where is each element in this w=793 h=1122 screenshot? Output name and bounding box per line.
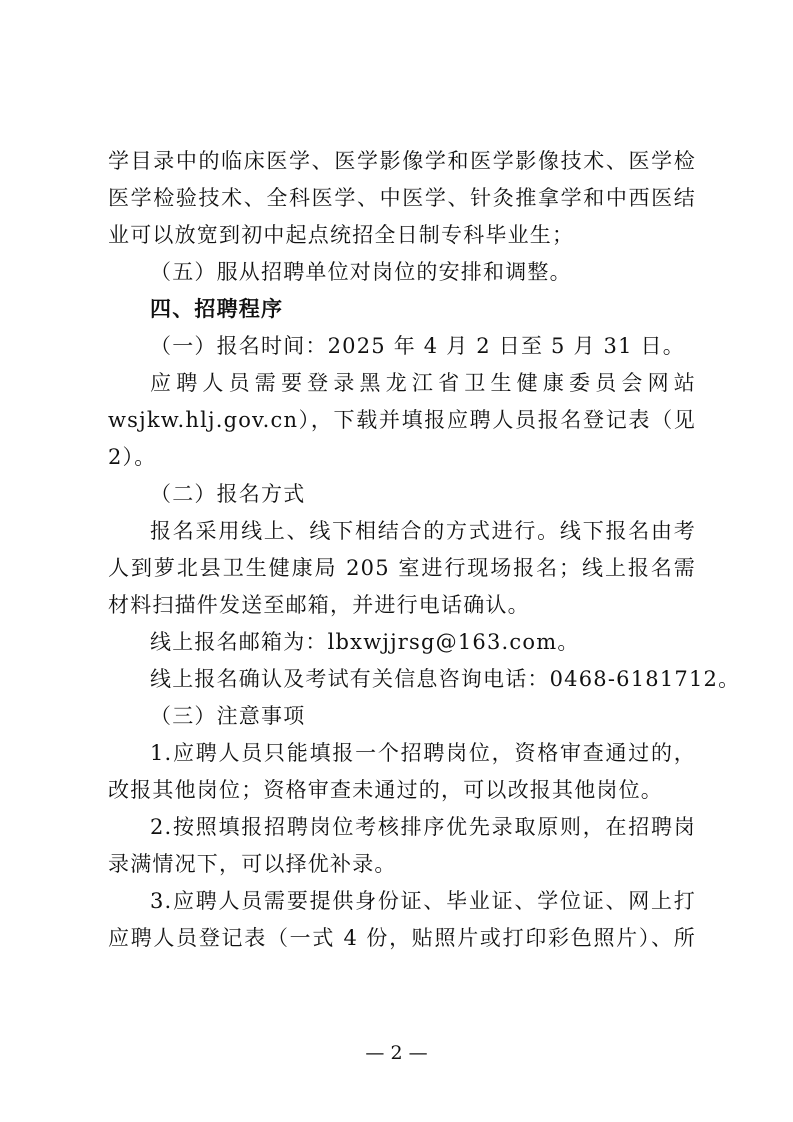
text-line: 人到萝北县卫生健康局 205 室进行现场报名；线上报名需 <box>108 556 696 580</box>
email-line: 线上报名邮箱为：lbxwjjrsg@163.com。 <box>150 630 580 654</box>
text-line: 医学检验技术、全科医学、中医学、针灸推拿学和中西医结 <box>108 186 696 210</box>
text-line: 学目录中的临床医学、医学影像学和医学影像技术、医学检 <box>108 149 696 173</box>
phone-line: 线上报名确认及考试有关信息咨询电话：0468-6181712。 <box>150 667 741 691</box>
text-line: 3.应聘人员需要提供身份证、毕业证、学位证、网上打 <box>150 889 696 913</box>
text-line: 1.应聘人员只能填报一个招聘岗位，资格审查通过的， <box>150 741 696 765</box>
text-line: 改报其他岗位；资格审查未通过的，可以改报其他岗位。 <box>108 778 663 802</box>
text-line: 2.按照填报招聘岗位考核排序优先录取原则，在招聘岗 <box>150 815 696 839</box>
text-line: 2）。 <box>108 445 157 469</box>
subsection-heading: （三）注意事项 <box>150 704 306 728</box>
text-line: 业可以放宽到初中起点统招全日制专科毕业生； <box>108 223 575 247</box>
text-line: 录满情况下，可以择优补录。 <box>108 852 397 876</box>
text-line: 应聘人员需要登录黑龙江省卫生健康委员会网站 <box>150 371 696 395</box>
list-item-five: （五）服从招聘单位对岗位的安排和调整。 <box>150 260 572 284</box>
text-line: 报名采用线上、线下相结合的方式进行。线下报名由考 <box>150 519 696 543</box>
subsection-heading: （一）报名时间：2025 年 4 月 2 日至 5 月 31 日。 <box>150 334 685 358</box>
text-line: 应聘人员登记表（一式 4 份，贴照片或打印彩色照片）、所 <box>108 926 696 950</box>
subsection-heading: （二）报名方式 <box>150 482 306 506</box>
section-heading: 四、招聘程序 <box>150 297 284 321</box>
text-line: 材料扫描件发送至邮箱，并进行电话确认。 <box>108 593 530 617</box>
text-line: wsjkw.hlj.gov.cn），下载并填报应聘人员报名登记表（见 <box>108 408 696 432</box>
page-number: — 2 — <box>365 1042 428 1064</box>
